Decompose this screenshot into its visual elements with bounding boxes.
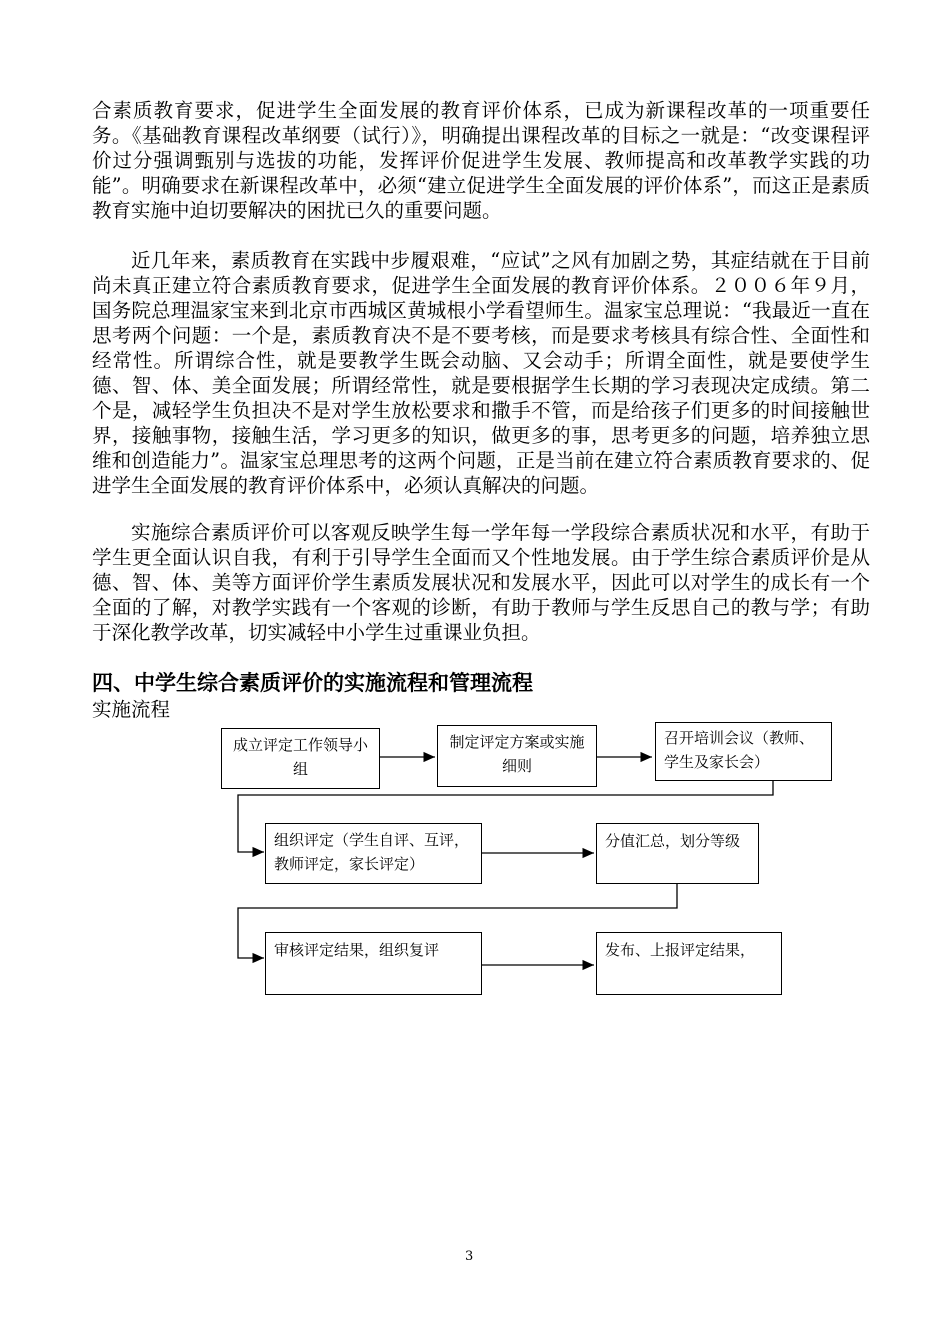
section-heading: 四、中学生综合素质评价的实施流程和管理流程 bbox=[92, 671, 533, 695]
flow-step-1: 成立评定工作领导小组 bbox=[221, 728, 380, 789]
flow-step-4: 组织评定（学生自评、互评，教师评定，家长评定） bbox=[265, 823, 482, 884]
flow-step-3: 召开培训会议（教师、学生及家长会） bbox=[655, 722, 832, 781]
page-number: 3 bbox=[465, 1249, 474, 1264]
subsection-label: 实施流程 bbox=[92, 698, 171, 721]
paragraph-2: 近几年来，素质教育在实践中步履艰难，“应试”之风有加剧之势，其症结就在于目前尚未真正建立符合素质教育要求，促进学生全面发展的教育评价体系。２００６年９月，国务院总理温家宝来到北京市西城区黄城根小学看望师生。温家宝总理说：“我最近一直在思考两个问题：一个是，素质教育决不是不要考核，而是要求考核具有综合性、全面性和经常性。所谓综合性，就是要教学生既会动脑、又会动手；所谓全面性，就是要使学生德、智、体、美全面发展；所谓经常性，就是要根据学生长期的学习表现决定成绩。第二个是，减轻学生负担决不是对学生放松要求和撒手不管，而是给孩子们更多的时间接触世界，接触事物，接触生活，学习更多的知识，做更多的事，思考更多的问题，培养独立思维和创造能力”。温家宝总理思考的这两个问题，正是当前在建立符合素质教育要求的、促进学生全面发展的教育评价体系中，必须认真解决的问题。 bbox=[92, 249, 870, 497]
flow-step-7: 发布、上报评定结果， bbox=[596, 932, 782, 995]
flow-step-2: 制定评定方案或实施细则 bbox=[437, 725, 597, 787]
flow-step-5: 分值汇总，划分等级 bbox=[596, 823, 759, 884]
paragraph-3: 实施综合素质评价可以客观反映学生每一学年每一学段综合素质状况和水平，有助于学生更全面认识自我，有利于引导学生全面而又个性地发展。由于学生综合素质评价是从德、智、体、美等方面评价学生素质发展状况和发展水平，因此可以对学生的成长有一个全面的了解，对教学实践有一个客观的诊断，有助于教师与学生反思自己的教与学；有助于深化教学改革，切实减轻中小学生过重课业负担。 bbox=[92, 521, 870, 644]
paragraph-1: 合素质教育要求，促进学生全面发展的教育评价体系，已成为新课程改革的一项重要任务。《基础教育课程改革纲要（试行）》，明确提出课程改革的目标之一就是：“改变课程评价过分强调甄别与选拔的功能，发挥评价促进学生发展、教师提高和改革教学实践的功能”。明确要求在新课程改革中，必须“建立促进学生全面发展的评价体系”，而这正是素质教育实施中迫切要解决的困扰已久的重要问题。 bbox=[92, 99, 870, 222]
flow-step-6: 审核评定结果，组织复评 bbox=[265, 932, 482, 995]
